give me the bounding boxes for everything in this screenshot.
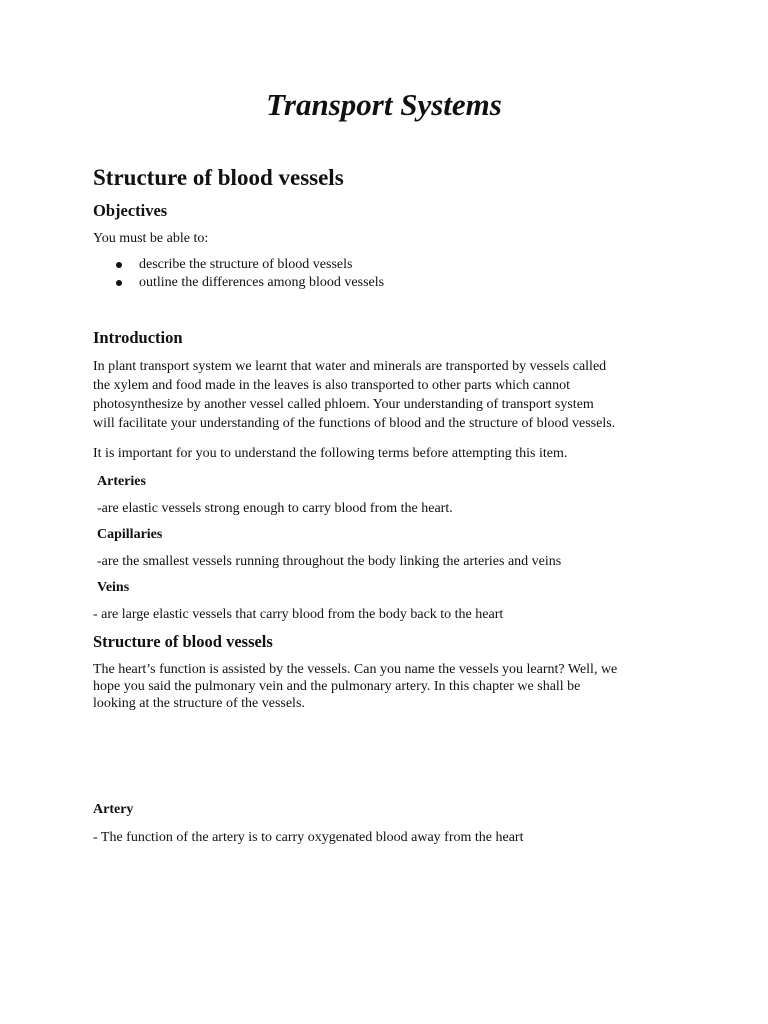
bullet-icon xyxy=(116,262,122,268)
artery-text: - The function of the artery is to carry oxygenated blood away from the heart xyxy=(93,830,524,845)
paragraph-line: looking at the structure of the vessels. xyxy=(93,696,305,711)
structure-heading: Structure of blood vessels xyxy=(93,632,273,651)
paragraph-line: the xylem and food made in the leaves is also transported to other parts which cannot xyxy=(93,378,571,393)
term-arteries: Arteries xyxy=(97,474,146,489)
objective-text: outline the differences among blood vessels xyxy=(139,275,385,290)
term-veins: Veins xyxy=(97,580,130,595)
paragraph-line: In plant transport system we learnt that water and minerals are transported by vessels called xyxy=(93,359,607,374)
artery-heading: Artery xyxy=(93,802,134,817)
structure-paragraph xyxy=(93,661,693,712)
terms-intro: It is important for you to understand the following terms before attempting this item. xyxy=(93,446,568,461)
objective-item xyxy=(113,256,384,274)
introduction-heading: Introduction xyxy=(93,328,183,347)
objective-text: describe the structure of blood vessels xyxy=(139,257,353,272)
term-capillaries: Capillaries xyxy=(97,527,163,542)
objectives-intro: You must be able to: xyxy=(93,231,209,246)
definition-capillaries: -are the smallest vessels running throughout the body linking the arteries and veins xyxy=(97,554,562,569)
document-title: Transport Systems xyxy=(266,87,502,122)
paragraph-line: hope you said the pulmonary vein and the pulmonary artery. In this chapter we shall be xyxy=(93,679,581,694)
paragraph-line: will facilitate your understanding of the functions of blood and the structure of blood vessels. xyxy=(93,416,616,431)
definition-arteries: -are elastic vessels strong enough to carry blood from the heart. xyxy=(97,501,453,516)
paragraph-line: photosynthesize by another vessel called phloem. Your understanding of transport system xyxy=(93,397,594,412)
bullet-icon xyxy=(116,280,122,286)
introduction-paragraph xyxy=(93,357,693,433)
objectives-list xyxy=(113,256,384,292)
definition-veins: - are large elastic vessels that carry blood from the body back to the heart xyxy=(93,607,504,622)
section-heading: Structure of blood vessels xyxy=(93,165,344,190)
objective-item xyxy=(113,274,384,292)
objectives-heading: Objectives xyxy=(93,201,168,220)
paragraph-line: The heart’s function is assisted by the vessels. Can you name the vessels you learnt? Well, we xyxy=(93,662,618,677)
